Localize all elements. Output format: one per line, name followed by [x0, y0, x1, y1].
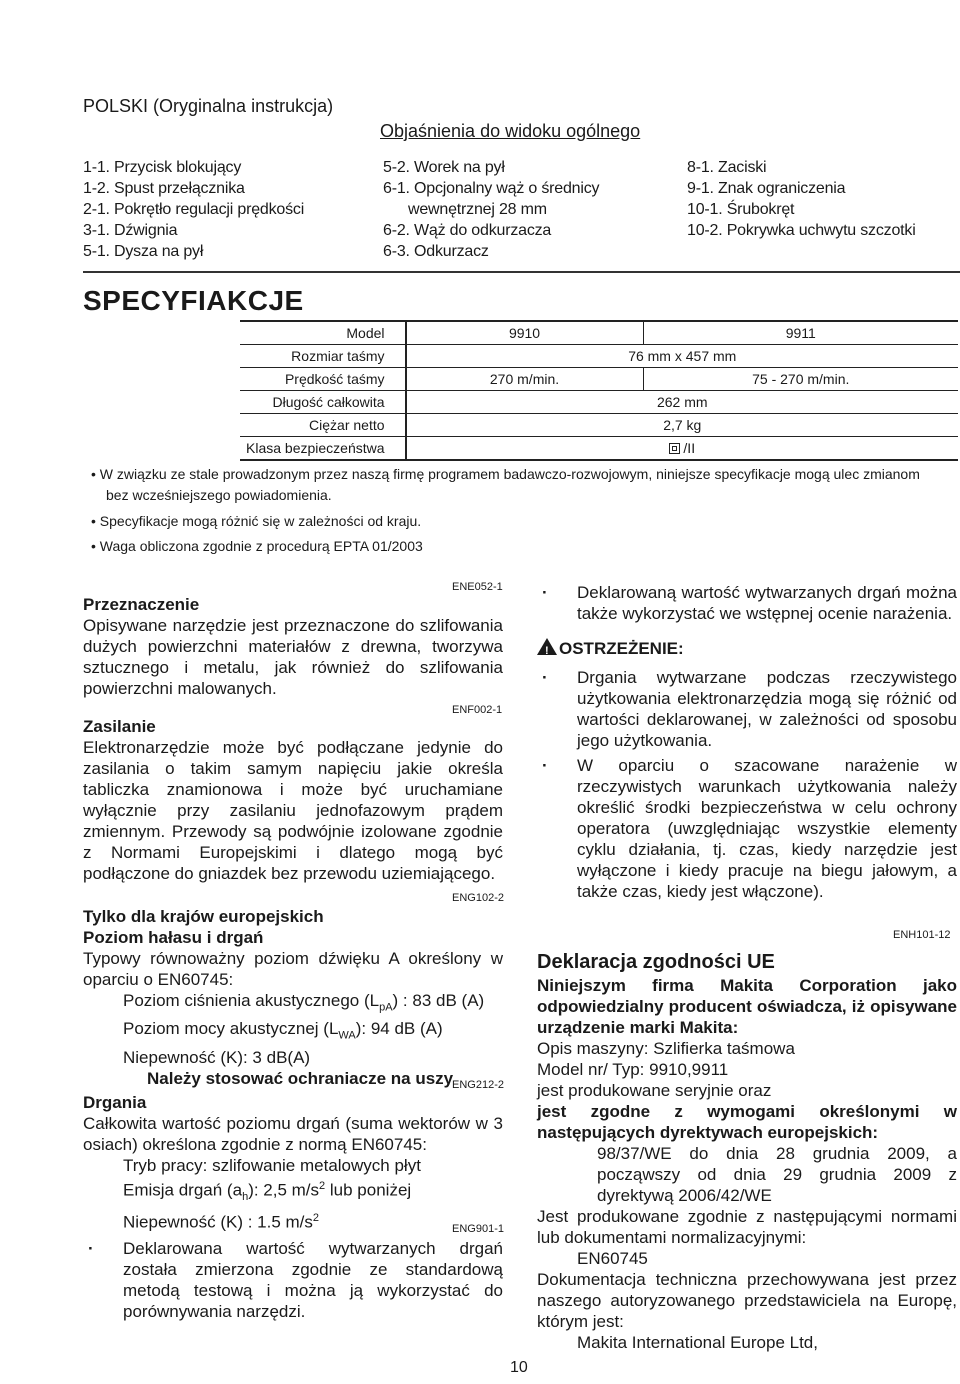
spec-label: Model [240, 321, 406, 345]
table-row [240, 391, 958, 414]
section-text: Całkowita wartość poziomu drgań (suma wektorów w 3 osiach) określona zgodnie z normą EN60745: [83, 1114, 503, 1154]
section-text: Typowy równoważny poziom dźwięku A określony w oparciu o EN60745: [83, 949, 503, 989]
legend-item: 6-1. Opcjonalny wąż o średnicy [383, 180, 600, 197]
legend-item: 10-2. Pokrywka uchwytu szczotki [687, 222, 916, 239]
spec-label: Ciężar netto [240, 414, 406, 437]
legend-column-2 [383, 157, 599, 262]
vibration-values [83, 1155, 503, 1233]
legend-item: 10-1. Śrubokręt [687, 201, 795, 218]
vibration-value: Niepewność (K) : 1.5 $m/s^2$ [123, 1212, 320, 1232]
noise-values [83, 990, 503, 1068]
header-divider [83, 271, 960, 273]
legend-item: 5-1. Dysza na pył [83, 243, 204, 260]
spec-value: 76 mm x 457 mm [406, 345, 958, 368]
section-heading: Poziom hałasu i drgań [83, 928, 264, 947]
section-code: ENF002-1 [452, 704, 503, 716]
language-title: POLSKI (Oryginalna instrukcja) [83, 96, 334, 116]
table-row [240, 414, 958, 437]
spec-note-line: bez wcześniejszego powiadomienia. [106, 487, 332, 503]
spec-note [91, 464, 960, 506]
declaration-line: Opis maszyny: Szlifierka taśmowa [537, 1039, 795, 1058]
class-text: /II [683, 440, 696, 456]
section-code: ENG212-2 [452, 1079, 504, 1091]
right-column-bullets [537, 582, 957, 902]
ear-protection-note: Należy stosować ochraniacze na uszy [147, 1068, 454, 1088]
double-insulation-icon [669, 443, 680, 454]
declaration-text: jest zgodne z wymogami określonymi w następujących dyrektywach europejskich: [537, 1102, 957, 1142]
specs-table [240, 320, 958, 461]
power-section [83, 716, 503, 884]
vibration-value: Emisja drgań $(a_h)$: 2,5 $m/s^2$ lub poniżej [123, 1180, 412, 1204]
spec-value-class [406, 437, 958, 461]
section-heading: Tylko dla krajów europejskich [83, 907, 324, 926]
section-code: ENG102-2 [452, 892, 504, 904]
table-row [240, 321, 958, 345]
warning-icon [537, 638, 557, 655]
page-number: 10 [510, 1359, 528, 1376]
legend-column-3 [687, 157, 916, 241]
noise-value: Niepewność (K): 3 dB(A) [123, 1047, 311, 1067]
declaration-text: Dokumentacja techniczna przechowywana jest przez naszego autoryzowanego przedstawiciela na Europę, którym jest: [537, 1270, 957, 1331]
legend-item: 6-2. Wąż do odkurzacza [383, 222, 552, 239]
legend-item: 1-2. Spust przełącznika [83, 180, 245, 197]
section-heading: Przeznaczenie [83, 595, 200, 614]
legend-item: 2-1. Pokrętło regulacji prędkości [83, 201, 305, 218]
declaration-line: jest produkowane seryjnie oraz [537, 1081, 772, 1100]
declaration-section [537, 952, 957, 1353]
declaration-line: Model nr/ Typ: 9910,9911 [537, 1060, 729, 1079]
declaration-text: Niniejszym firma Makita Corporation jako odpowiedzialny producent oświadcza, iż opisywane urządzenie marki Makita: [537, 976, 957, 1037]
directive-text: 98/37/WE do dnia 28 grudnia 2009, a począwszy od dnia 29 grudnia 2009 z dyrektywą 2006/42/WE [597, 1144, 957, 1205]
noise-value: Poziom ciśnienia akustycznego $(L_{pA})$ : 83 dB (A) [123, 991, 485, 1014]
bullet-text: · Deklarowana wartość wytwarzanych drgań została zmierzona zgodnie ze standardową metodą testową i można ją wykorzystać do porównywania narzędzi. [83, 1238, 503, 1322]
legend-item: 1-1. Przycisk blokujący [83, 159, 242, 176]
vibration-bullet [83, 1238, 503, 1322]
norm-text: EN60745 [577, 1249, 648, 1268]
spec-value: 75 - 270 m/min. [643, 368, 958, 391]
legend-item: 8-1. Zaciski [687, 159, 767, 176]
table-row [240, 345, 958, 368]
spec-label: Długość całkowita [240, 391, 406, 414]
spec-label: Rozmiar taśmy [240, 345, 406, 368]
purpose-section [83, 594, 503, 699]
legend-column-1 [83, 157, 304, 262]
spec-value: 270 m/min. [406, 368, 643, 391]
noise-section [83, 906, 503, 1089]
spec-label: Prędkość taśmy [240, 368, 406, 391]
spec-label: Klasa bezpieczeństwa [240, 437, 406, 461]
legend-item: 9-1. Znak ograniczenia [687, 180, 846, 197]
table-row [240, 437, 958, 461]
noise-value: Poziom mocy akustycznej $(L_{WA})$: 94 dB (A) [123, 1019, 443, 1042]
section-text: Elektronarzędzie może być podłączane jedynie do zasilania o takim samym napięciu jakie określa tabliczka znamionowa i może być uruchamiane wyłącznie przy zasilaniu jednofazowym prądem zmiennym. Przewody są podwójnie izolowane zgodnie z Normami Europejskimi i dlatego mogą być podłączone do gniazdek bez przewodu uziemiającego. [83, 738, 503, 883]
spec-note-line: • W związku ze stale prowadzonym przez naszą firmę programem badawczo-rozwojowym, niniejsze specyfikacje mogą ulec zmianom [91, 466, 920, 482]
legend-item: 5-2. Worek na pył [383, 159, 505, 176]
section-code: ENE052-1 [452, 581, 503, 593]
declaration-text: Jest produkowane zgodnie z następującymi normami lub dokumentami normalizacyjnymi: [537, 1207, 957, 1247]
specs-title: SPECYFIAKCJE [83, 285, 304, 316]
vibration-value: Tryb pracy: szlifowanie metalowych płyt [123, 1156, 421, 1175]
section-code: ENH101-12 [893, 929, 951, 941]
company-name: Makita International Europe Ltd, [577, 1333, 818, 1352]
section-heading: Drgania [83, 1093, 147, 1112]
section-text: Opisywane narzędzie jest przeznaczone do szlifowania dużych powierzchni materiałów z drewna, tworzywa sztucznego i metalu, jak również do szlifowania powierzchni malowanych. [83, 616, 503, 698]
spec-note: • Waga obliczona zgodnie z procedurą EPTA 01/2003 [91, 538, 423, 554]
warning-heading: !OSTRZEŻENIE: [537, 638, 957, 659]
spec-value: 2,7 kg [406, 414, 958, 437]
bullet-text: · W oparciu o szacowane narażenie w rzeczywistych warunkach użytkowania należy określić środki bezpieczeństwa w celu ochrony operatora (uwzględniając wszystkie elementy cyklu działania, tj. czas, kiedy narzędzie jest wyłączone i kiedy pracuje na biegu jałowym, a także czas, kiedy jest włączone). [537, 755, 957, 902]
section-code: ENG901-1 [452, 1223, 504, 1235]
bullet-text: · Drgania wytwarzane podczas rzeczywistego użytkowania elektronarzędzia mogą się różnić od wartości deklarowanej, w zależności od sposobu jego użytkowania. [537, 667, 957, 751]
spec-note: • Specyfikacje mogą różnić się w zależności od kraju. [91, 513, 422, 529]
legend-item-continued: wewnętrznej 28 mm [408, 201, 547, 218]
table-row [240, 368, 958, 391]
declaration-heading: Deklaracja zgodności UE [537, 951, 775, 973]
section-heading: Zasilanie [83, 717, 156, 736]
spec-value: 9911 [643, 321, 958, 345]
legend-item: 3-1. Dźwignia [83, 222, 178, 239]
vibration-section [83, 1092, 503, 1233]
spec-value: 262 mm [406, 391, 958, 414]
legend-item: 6-3. Odkurzacz [383, 243, 489, 260]
bullet-text: · Deklarowaną wartość wytwarzanych drgań można także wykorzystać we wstępnej ocenie narażenia. [537, 582, 957, 624]
overview-title: Objaśnienia do widoku ogólnego [380, 121, 641, 141]
spec-value: 9910 [406, 321, 643, 345]
